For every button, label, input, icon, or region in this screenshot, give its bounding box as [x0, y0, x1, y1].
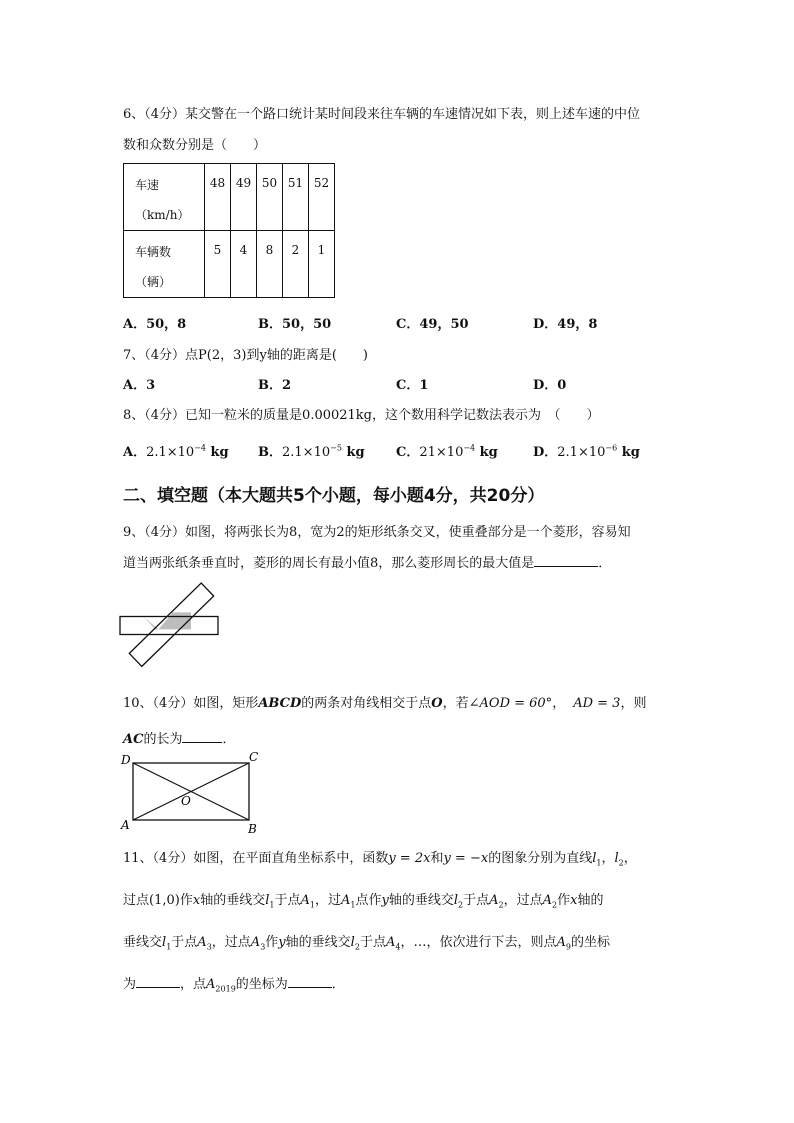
q9-stem-line1: 9、（4分）如图，将两张长为8，宽为2的矩形纸条交叉，使重叠部分是一个菱形，容易知: [123, 525, 631, 540]
speed-header-cell: [124, 164, 205, 231]
q10-text-b: 的两条对角线相交于点: [301, 696, 432, 711]
q8-option-c-mantissa: 21×10: [419, 445, 464, 460]
q11-line4: [123, 973, 345, 994]
q10-stem-line1: [123, 692, 646, 711]
q11-l2-i: ，过点: [503, 893, 543, 908]
q11-line3: [123, 931, 610, 952]
speed-cell: 52: [309, 164, 335, 231]
count-cell: 5: [205, 231, 231, 298]
q11-l3-sub2: 2: [354, 942, 360, 952]
q11-l3-b: 于点: [171, 935, 198, 950]
q11-l4-b: ，点: [180, 977, 207, 992]
q8-option-a: [123, 441, 229, 460]
q11-line2: [123, 889, 604, 910]
q9-answer-blank[interactable]: [534, 554, 598, 567]
q11-l2-a2-sub: 2: [498, 900, 504, 910]
q6-stem-line2: 数和众数分别是（ ）: [123, 138, 267, 153]
section-2-title: 二、填空题（本大题共5个小题，每小题4分，共20分）: [123, 486, 545, 506]
q11-and: 和: [430, 851, 444, 866]
q11-l3-l1: l: [162, 935, 167, 950]
q11-l3-a3b: A: [250, 935, 261, 950]
q10-stem-line2: [123, 728, 235, 747]
q11-line1: [123, 847, 637, 868]
q11-point: (1,0): [149, 893, 180, 908]
q11-l2-l1: l: [265, 893, 270, 908]
vertex-b-label: B: [248, 822, 257, 836]
q10-o: O: [431, 696, 443, 711]
q9-end: ．: [598, 556, 612, 571]
q6-option-d: D．49，8: [533, 317, 598, 332]
q11-answer-blank-1[interactable]: [136, 975, 180, 988]
q7-option-d: D．0: [533, 378, 567, 393]
q11-l2-a2b: A: [542, 893, 553, 908]
q11-l1-text-a: 11、（4分）如图，在平面直角坐标系中，函数: [123, 851, 389, 866]
q8-option-c: [396, 441, 498, 460]
q9-stem-line2: [123, 552, 611, 571]
q11-l2-e: ，过: [314, 893, 341, 908]
table-row-count: [124, 231, 335, 298]
q11-l1-text-b: 的图象分别为直线: [488, 851, 593, 866]
q8-option-a-label: A．: [123, 445, 147, 460]
q11-l2-k: 轴的: [577, 893, 604, 908]
speed-label: 车速: [135, 178, 160, 192]
q11-l2-b: 作: [179, 893, 193, 908]
q11-l3-a9: A: [556, 935, 566, 950]
q11-l2-l2: l: [453, 893, 459, 908]
q11-x-2: x: [570, 893, 578, 908]
q11-x-1: x: [192, 893, 201, 908]
q11-l2-f: 点作: [355, 893, 382, 908]
q11-end1: ，: [623, 851, 637, 866]
q11-l3-a: 垂线交: [123, 935, 163, 950]
count-label: 车辆数: [135, 245, 172, 259]
q8-option-d-mantissa: 2.1×10: [557, 445, 606, 460]
q11-y-1: y: [381, 893, 389, 908]
q11-l3-h: 的坐标: [570, 935, 610, 950]
q8-stem: 8、（4分）已知一粒米的质量是0.00021kg，这个数用科学记数法表示为 （ ）: [123, 408, 600, 423]
q10-line2-text: 的长为: [143, 732, 183, 747]
q11-l3-y: y: [278, 935, 286, 950]
count-cell: 8: [257, 231, 283, 298]
q11-l3-c: ，过点: [211, 935, 251, 950]
q10-comma: ，: [552, 696, 566, 711]
rectangle-abcd-figure: [115, 748, 265, 836]
q8-option-b-label: B．: [258, 445, 282, 460]
q11-l2-d: 于点: [274, 893, 301, 908]
q10-ac: AC: [123, 732, 144, 747]
q11-l3-a4: A: [385, 935, 396, 950]
q11-l3-e: 轴的垂线交: [285, 935, 351, 950]
q11-sub-1: 1: [596, 858, 602, 868]
q8-option-b-exp: −5: [330, 443, 342, 453]
q8-option-d-label: D．: [533, 445, 558, 460]
count-cell: 4: [231, 231, 257, 298]
q10-abcd: ABCD: [258, 696, 302, 711]
q11-l3-a9-sub: 9: [565, 942, 571, 952]
q11-l4-a: 为: [123, 977, 137, 992]
q8-option-c-exp: −4: [463, 443, 476, 453]
q8-option-a-exp: −4: [194, 443, 206, 453]
q11-l3-a3b-sub: 3: [260, 942, 266, 952]
vertex-a-label: A: [121, 818, 130, 832]
q11-l2-sub2: 2: [458, 900, 464, 910]
q11-end: ．: [331, 977, 345, 992]
q6-option-b: B．50，50: [258, 317, 332, 332]
vertex-d-label: D: [121, 753, 131, 767]
vertex-c-label: C: [249, 750, 259, 764]
q8-option-c-unit: kg: [479, 445, 498, 460]
q8-option-a-unit: kg: [210, 445, 229, 460]
q8-option-b: [258, 441, 365, 460]
q11-sep: ，: [601, 851, 615, 866]
count-cell: 1: [309, 231, 335, 298]
q6-option-a: A．50，8: [123, 317, 187, 332]
q11-l2-a1b-sub: 1: [350, 900, 356, 910]
q11-l2-a1: A: [300, 893, 310, 908]
q11-l2-a2: A: [489, 893, 499, 908]
q10-end: ．: [222, 732, 236, 747]
q11-l2-a1-sub: 1: [309, 900, 315, 910]
q8-option-d-exp: −6: [605, 443, 618, 453]
q11-l2-h: 于点: [463, 893, 490, 908]
q8-option-d: [533, 441, 640, 460]
count-cell: 2: [283, 231, 309, 298]
table-row-speed: [124, 164, 335, 231]
center-o-label: O: [181, 794, 191, 808]
q11-l3-d: 作: [265, 935, 279, 950]
q11-l4-a2019-sub: 2019: [215, 984, 236, 994]
q11-answer-blank-2[interactable]: [288, 975, 332, 988]
speed-cell: 50: [257, 164, 283, 231]
count-unit: （辆）: [135, 275, 172, 289]
q11-l4-a2019: A: [206, 977, 216, 992]
q11-l2-c: 轴的垂线交: [200, 893, 266, 908]
q11-l2-sub1: 1: [269, 900, 275, 910]
q7-option-c: C．1: [396, 378, 429, 393]
q11-l3-a3-sub: 3: [206, 942, 212, 952]
q11-l3-l2: l: [350, 935, 355, 950]
q11-l2-a1b: A: [341, 893, 351, 908]
speed-table: [123, 163, 335, 298]
q7-option-a: A．3: [123, 378, 156, 393]
speed-cell: 48: [205, 164, 231, 231]
q8-option-b-unit: kg: [346, 445, 365, 460]
overlap-rhombus: [143, 612, 191, 629]
q8-option-a-mantissa: 2.1×10: [146, 445, 195, 460]
q6-stem-line1: 6、（4分）某交警在一个路口统计某时间段来往车辆的车速情况如下表，则上述车速的中位: [123, 107, 641, 122]
q11-line-l2: l: [614, 851, 619, 866]
speed-unit: （km/h）: [135, 208, 190, 222]
q10-ad: AD = 3: [573, 696, 621, 711]
q8-option-c-label: C．: [396, 445, 420, 460]
q11-l3-a3: A: [197, 935, 207, 950]
q8-option-b-mantissa: 2.1×10: [282, 445, 331, 460]
q11-l2-a: 过点: [123, 893, 150, 908]
q11-l3-f: 于点: [359, 935, 386, 950]
crossed-strips-figure: [115, 580, 225, 672]
q10-answer-blank[interactable]: [182, 730, 222, 743]
q10-text-c: ，若: [442, 696, 469, 711]
q11-sub-2: 2: [618, 858, 624, 868]
q10-text-a: 10、（4分）如图，矩形: [123, 696, 259, 711]
q8-option-d-unit: kg: [621, 445, 640, 460]
q11-l3-g: ，…，依次进行下去，则点: [400, 935, 557, 950]
q10-text-d: ，则: [620, 696, 647, 711]
q9-line2-text: 道当两张纸条垂直时，菱形的周长有最小值8，那么菱形周长的最大值是: [123, 556, 535, 571]
speed-cell: 51: [283, 164, 309, 231]
q11-l2-j: 作: [557, 893, 571, 908]
q11-l2-g: 轴的垂线交: [388, 893, 454, 908]
speed-cell: 49: [231, 164, 257, 231]
q7-option-b: B．2: [258, 378, 292, 393]
q11-function-2: y = −x: [443, 851, 489, 866]
q11-l2-a2b-sub: 2: [552, 900, 558, 910]
q10-angle: ∠AOD = 60°: [468, 696, 553, 711]
q6-option-c: C．49，50: [396, 317, 469, 332]
count-header-cell: [124, 231, 205, 298]
q11-l4-c: 的坐标为: [235, 977, 288, 992]
q11-l3-sub1: 1: [166, 942, 172, 952]
q7-stem: 7、（4分）点P(2，3)到y轴的距离是( ): [123, 348, 368, 363]
q11-function-1: y = 2x: [388, 851, 431, 866]
q11-l3-a4-sub: 4: [395, 942, 401, 952]
q11-line-l1: l: [592, 851, 597, 866]
